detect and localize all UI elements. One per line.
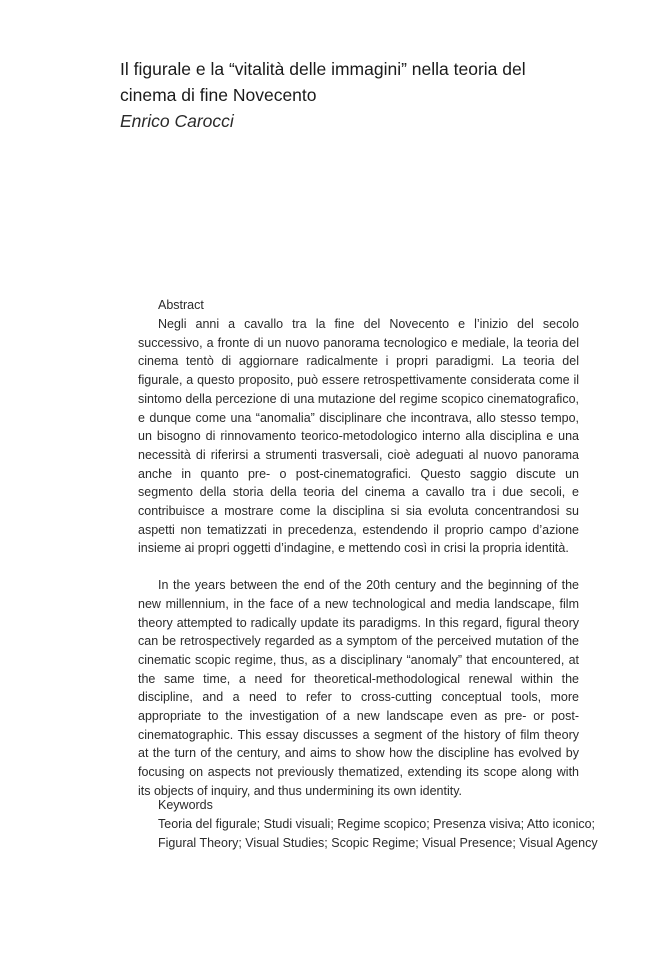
abstract-label: Abstract <box>158 298 204 312</box>
author-name: Enrico Carocci <box>120 111 234 131</box>
keywords-italian: Teoria del figurale; Studi visuali; Regime scopico; Presenza visiva; Atto iconico; <box>158 817 596 831</box>
abstract-italian: Negli anni a cavallo tra la fine del Novecento e l’inizio del secolo successivo, a fronte di un nuovo panorama tecnologico e mediale, la teoria del cinema tentò di aggiornare radicalmente i propri paradigmi. La teoria del figurale, a questo proposito, può essere retrospettivamente considerata come il sintomo della percezione di una mutazione del regime scopico cinematografico, e dunque come una “anomalia” disciplinare che incontrava, allo stesso tempo, un bisogno di rinnovamento teorico-metodologico interno alla disciplina e una necessità di riferirsi a strumenti trasversali, cioè adeguati al nuovo panorama anche in quanto pre- o post-cinematografici. Questo saggio discute un segmento della storia della teoria del cinema a cavallo tra i due secoli, e contribuisce a mostrare come la disciplina si sia evoluta concentrandosi su aspetti non tematizzati in precedenza, estendendo il proprio campo d’azione insieme ai propri oggetti d’indagine, e mettendo così in crisi la propria identità. <box>138 317 579 556</box>
title-block <box>120 56 550 134</box>
keywords-section <box>138 796 598 852</box>
abstract-section <box>138 296 579 801</box>
keywords-english: Figural Theory; Visual Studies; Scopic Regime; Visual Presence; Visual Agency <box>158 835 598 850</box>
abstract-english: In the years between the end of the 20th century and the beginning of the new millennium, in the face of a new technological and media landscape, film theory attempted to radically update its paradigms. In this regard, figural theory can be retrospectively regarded as a symptom of the perceived mutation of the cinematic scopic regime, thus, as a disciplinary “anomaly” that encountered, at the same time, a need for theoretical-methodological renewal within the discipline, and a need to refer to cross-cutting conceptual tools, more appropriate to the investigation of a new landscape even as pre- or post-cinematographic. This essay discusses a segment of the history of film theory at the turn of the century, and aims to show how the discipline has evolved by focusing on aspects not previously thematized, extending its scope along with its objects of inquiry, and thus undermining its own identity. <box>138 578 579 798</box>
keywords-label: Keywords <box>158 798 213 812</box>
article-title: Il figurale e la “vitalità delle immagini” nella teoria del cinema di fine Novecento <box>120 59 526 105</box>
